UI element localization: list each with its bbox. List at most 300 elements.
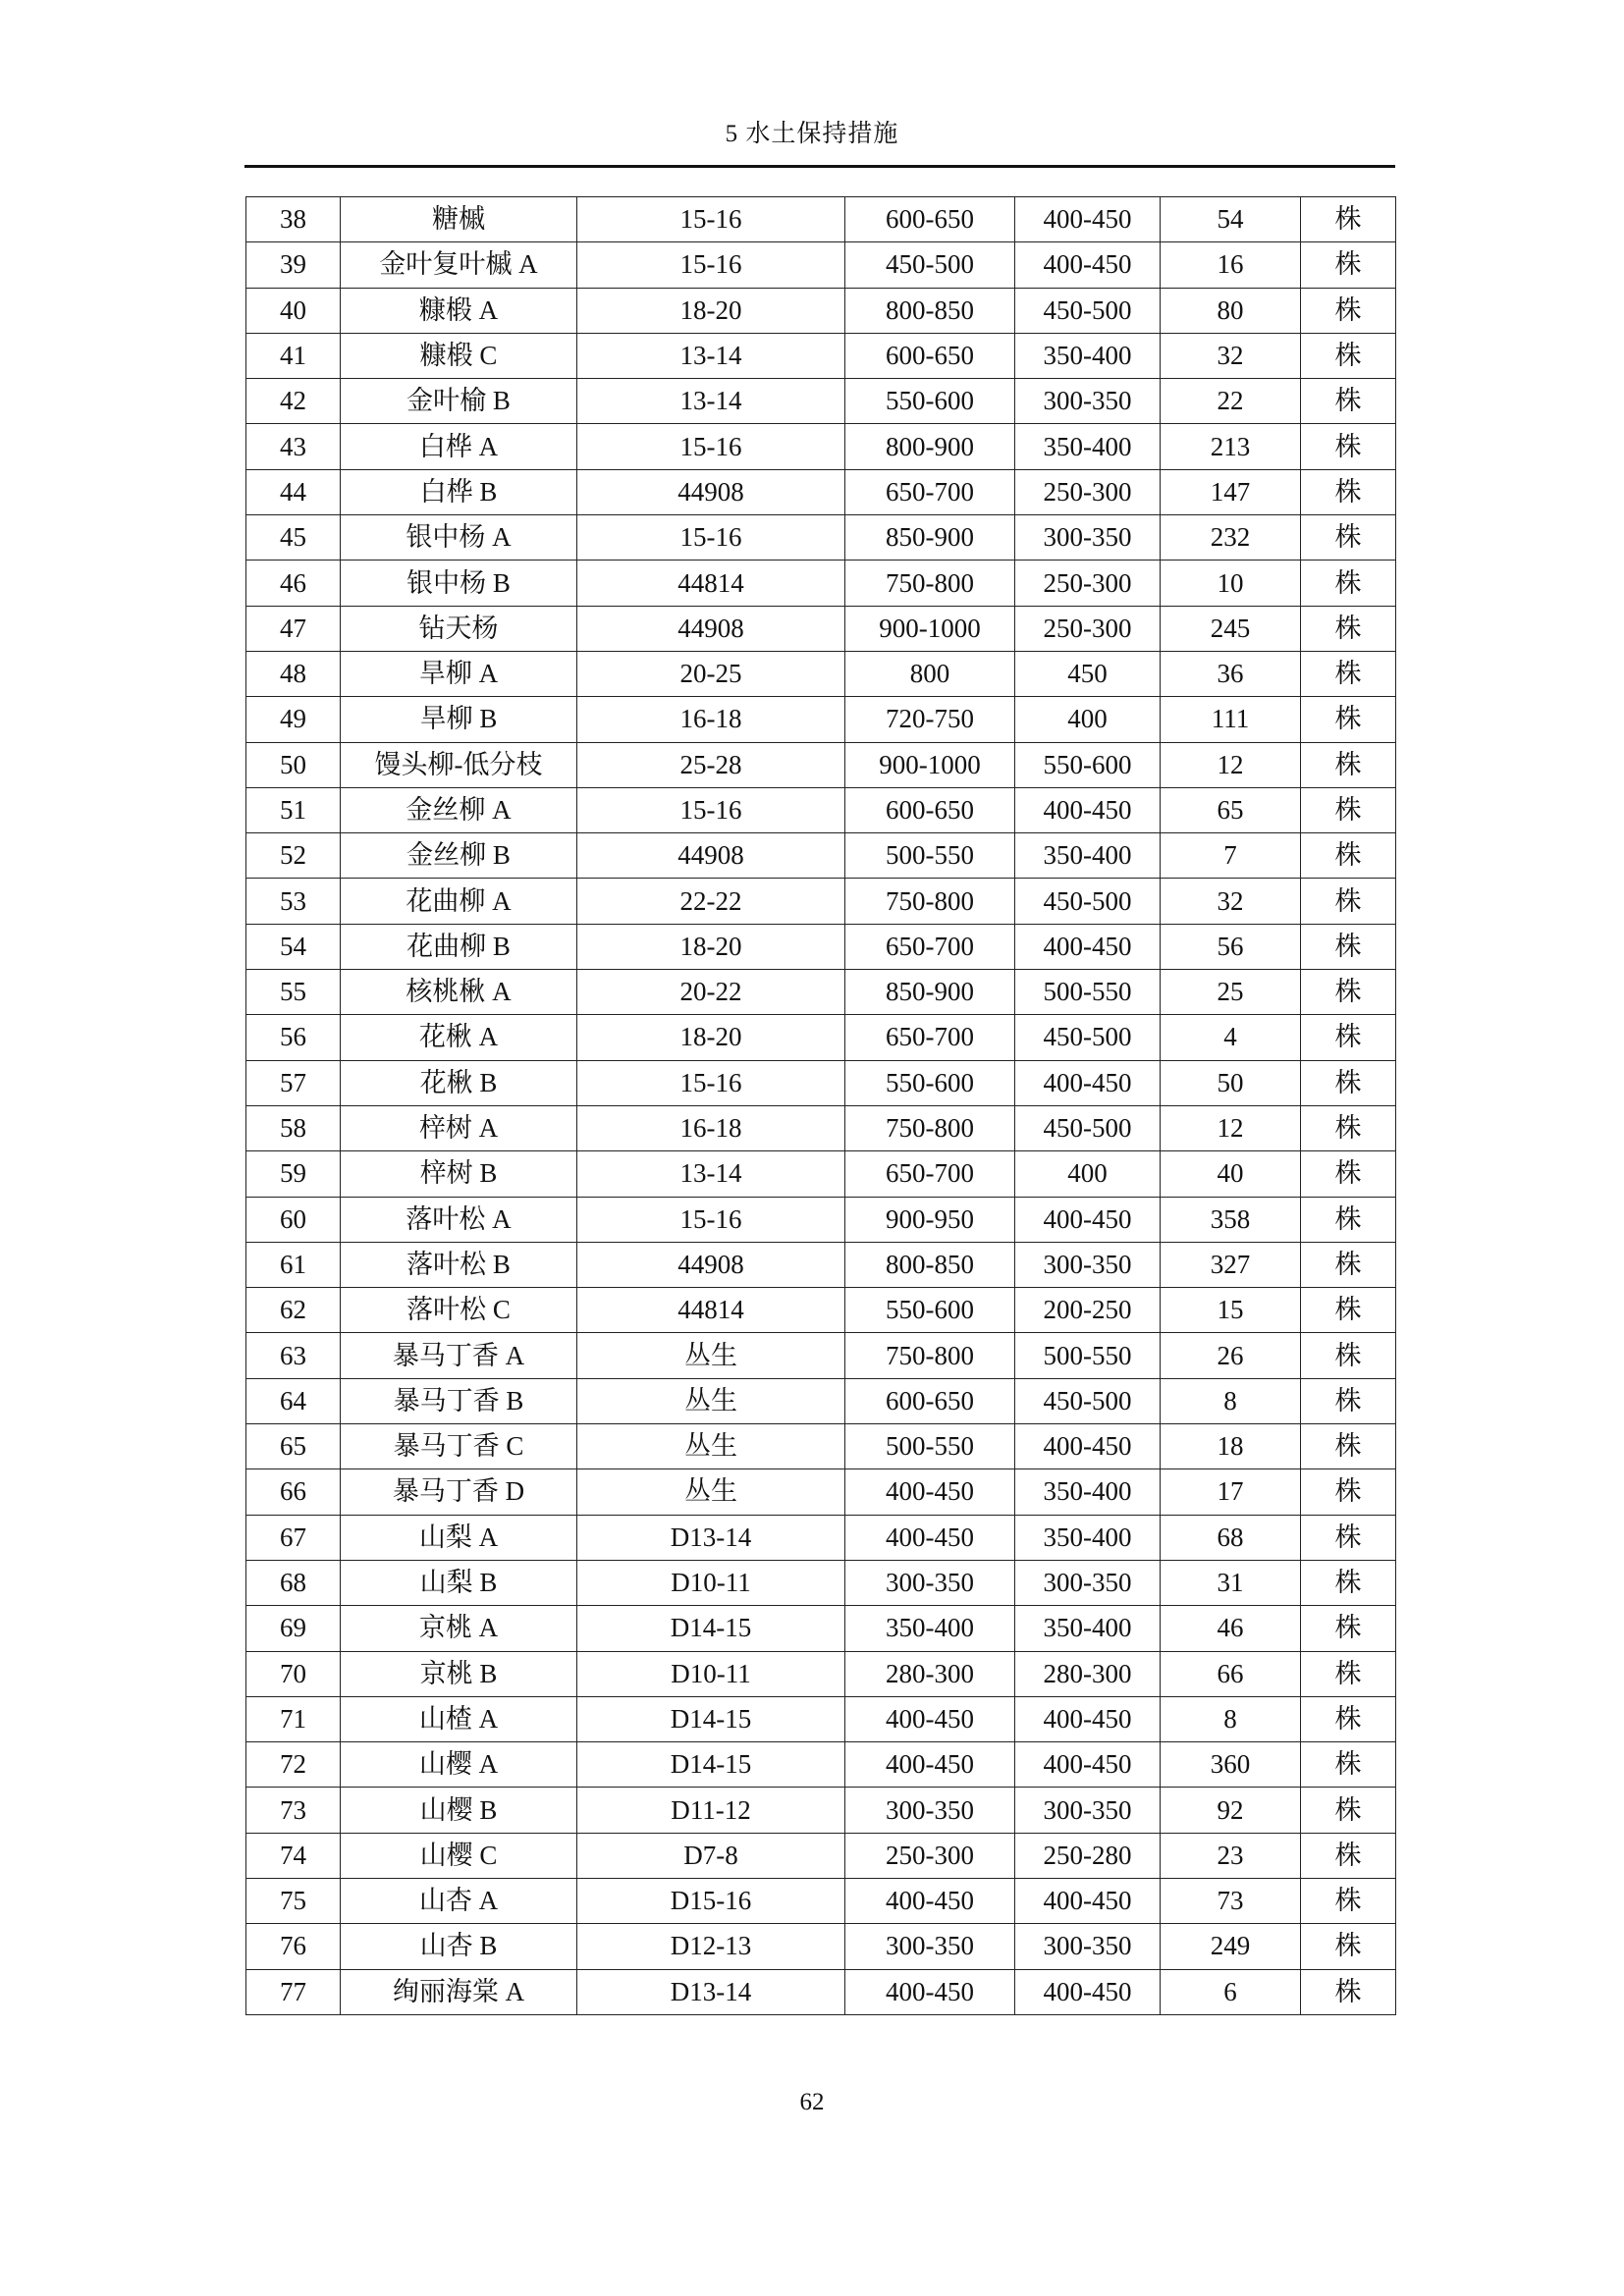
cell-crown-width: 300-350: [1015, 515, 1161, 561]
cell-quantity: 32: [1161, 333, 1301, 378]
cell-quantity: 360: [1161, 1742, 1301, 1788]
cell-quantity: 68: [1161, 1515, 1301, 1560]
cell-height: 280-300: [845, 1651, 1015, 1696]
cell-crown-width: 300-350: [1015, 1788, 1161, 1833]
cell-quantity: 80: [1161, 288, 1301, 333]
cell-quantity: 32: [1161, 879, 1301, 924]
cell-unit: 株: [1301, 1288, 1396, 1333]
cell-unit: 株: [1301, 288, 1396, 333]
cell-unit: 株: [1301, 787, 1396, 832]
cell-row-index: 40: [246, 288, 341, 333]
cell-spec: 15-16: [577, 424, 845, 469]
cell-crown-width: 280-300: [1015, 1651, 1161, 1696]
table-row: [246, 833, 1396, 879]
cell-row-index: 46: [246, 561, 341, 606]
cell-plant-name: 暴马丁香 B: [341, 1378, 577, 1423]
cell-plant-name: 花曲柳 A: [341, 879, 577, 924]
table-row: [246, 1242, 1396, 1287]
cell-crown-width: 400-450: [1015, 197, 1161, 242]
cell-unit: 株: [1301, 1151, 1396, 1197]
table-row: [246, 1333, 1396, 1378]
cell-height: 750-800: [845, 1105, 1015, 1150]
cell-height: 600-650: [845, 333, 1015, 378]
table-row: [246, 242, 1396, 288]
table-row: [246, 469, 1396, 514]
cell-spec: 13-14: [577, 1151, 845, 1197]
cell-quantity: 50: [1161, 1060, 1301, 1105]
cell-plant-name: 糖槭: [341, 197, 577, 242]
cell-row-index: 74: [246, 1833, 341, 1878]
table-row: [246, 924, 1396, 969]
table-row: [246, 879, 1396, 924]
cell-unit: 株: [1301, 1924, 1396, 1969]
table-row: [246, 515, 1396, 561]
cell-plant-name: 山樱 A: [341, 1742, 577, 1788]
table-row: [246, 1651, 1396, 1696]
cell-plant-name: 银中杨 B: [341, 561, 577, 606]
cell-crown-width: 350-400: [1015, 424, 1161, 469]
cell-row-index: 59: [246, 1151, 341, 1197]
cell-spec: 44908: [577, 469, 845, 514]
cell-crown-width: 400-450: [1015, 1878, 1161, 1923]
cell-height: 900-1000: [845, 606, 1015, 651]
cell-plant-name: 梓树 B: [341, 1151, 577, 1197]
cell-unit: 株: [1301, 1833, 1396, 1878]
cell-unit: 株: [1301, 469, 1396, 514]
cell-plant-name: 钻天杨: [341, 606, 577, 651]
cell-unit: 株: [1301, 1560, 1396, 1605]
cell-crown-width: 400-450: [1015, 242, 1161, 288]
cell-unit: 株: [1301, 924, 1396, 969]
table-row: [246, 333, 1396, 378]
cell-plant-name: 山樱 C: [341, 1833, 577, 1878]
cell-plant-name: 白桦 A: [341, 424, 577, 469]
cell-crown-width: 350-400: [1015, 333, 1161, 378]
cell-height: 850-900: [845, 515, 1015, 561]
cell-quantity: 56: [1161, 924, 1301, 969]
cell-row-index: 57: [246, 1060, 341, 1105]
cell-quantity: 22: [1161, 379, 1301, 424]
cell-plant-name: 京桃 A: [341, 1606, 577, 1651]
table-row: [246, 561, 1396, 606]
table-row: [246, 1015, 1396, 1060]
cell-height: 550-600: [845, 1060, 1015, 1105]
cell-plant-name: 山杏 A: [341, 1878, 577, 1923]
cell-row-index: 41: [246, 333, 341, 378]
cell-quantity: 6: [1161, 1969, 1301, 2014]
cell-row-index: 72: [246, 1742, 341, 1788]
cell-unit: 株: [1301, 1696, 1396, 1741]
cell-spec: 13-14: [577, 379, 845, 424]
table-row: [246, 288, 1396, 333]
cell-plant-name: 花曲柳 B: [341, 924, 577, 969]
cell-row-index: 51: [246, 787, 341, 832]
cell-quantity: 213: [1161, 424, 1301, 469]
cell-quantity: 111: [1161, 697, 1301, 742]
cell-crown-width: 350-400: [1015, 1515, 1161, 1560]
cell-row-index: 60: [246, 1197, 341, 1242]
cell-row-index: 53: [246, 879, 341, 924]
cell-crown-width: 250-280: [1015, 1833, 1161, 1878]
cell-plant-name: 金叶复叶槭 A: [341, 242, 577, 288]
cell-row-index: 42: [246, 379, 341, 424]
table-row: [246, 197, 1396, 242]
cell-spec: 15-16: [577, 787, 845, 832]
table-row: [246, 970, 1396, 1015]
cell-spec: 丛生: [577, 1424, 845, 1469]
cell-spec: D13-14: [577, 1969, 845, 2014]
table-row: [246, 1788, 1396, 1833]
cell-row-index: 50: [246, 742, 341, 787]
cell-plant-name: 梓树 A: [341, 1105, 577, 1150]
cell-spec: D11-12: [577, 1788, 845, 1833]
cell-unit: 株: [1301, 1333, 1396, 1378]
cell-unit: 株: [1301, 697, 1396, 742]
table-row: [246, 1105, 1396, 1150]
cell-row-index: 55: [246, 970, 341, 1015]
cell-unit: 株: [1301, 379, 1396, 424]
cell-quantity: 92: [1161, 1788, 1301, 1833]
cell-row-index: 58: [246, 1105, 341, 1150]
plant-table: [245, 196, 1396, 2015]
cell-plant-name: 京桃 B: [341, 1651, 577, 1696]
cell-quantity: 358: [1161, 1197, 1301, 1242]
cell-plant-name: 山梨 A: [341, 1515, 577, 1560]
cell-plant-name: 暴马丁香 A: [341, 1333, 577, 1378]
cell-crown-width: 500-550: [1015, 970, 1161, 1015]
table-row: [246, 1606, 1396, 1651]
cell-plant-name: 白桦 B: [341, 469, 577, 514]
cell-height: 550-600: [845, 379, 1015, 424]
cell-quantity: 17: [1161, 1469, 1301, 1515]
cell-quantity: 4: [1161, 1015, 1301, 1060]
cell-height: 650-700: [845, 469, 1015, 514]
cell-plant-name: 暴马丁香 C: [341, 1424, 577, 1469]
cell-quantity: 147: [1161, 469, 1301, 514]
cell-quantity: 25: [1161, 970, 1301, 1015]
cell-spec: D10-11: [577, 1560, 845, 1605]
cell-unit: 株: [1301, 561, 1396, 606]
cell-height: 400-450: [845, 1969, 1015, 2014]
cell-unit: 株: [1301, 333, 1396, 378]
table-row: [246, 1469, 1396, 1515]
cell-spec: 18-20: [577, 924, 845, 969]
cell-crown-width: 400-450: [1015, 1197, 1161, 1242]
cell-height: 720-750: [845, 697, 1015, 742]
cell-plant-name: 山楂 A: [341, 1696, 577, 1741]
cell-spec: 44908: [577, 1242, 845, 1287]
cell-spec: 44814: [577, 1288, 845, 1333]
cell-plant-name: 暴马丁香 D: [341, 1469, 577, 1515]
cell-crown-width: 400-450: [1015, 1969, 1161, 2014]
cell-height: 400-450: [845, 1469, 1015, 1515]
cell-row-index: 62: [246, 1288, 341, 1333]
cell-unit: 株: [1301, 1651, 1396, 1696]
cell-quantity: 10: [1161, 561, 1301, 606]
cell-height: 400-450: [845, 1878, 1015, 1923]
cell-spec: 15-16: [577, 1060, 845, 1105]
cell-height: 250-300: [845, 1833, 1015, 1878]
cell-row-index: 44: [246, 469, 341, 514]
cell-spec: 44814: [577, 561, 845, 606]
cell-spec: 13-14: [577, 333, 845, 378]
cell-plant-name: 金叶榆 B: [341, 379, 577, 424]
page-number: 62: [799, 2089, 825, 2115]
cell-crown-width: 400-450: [1015, 1742, 1161, 1788]
cell-crown-width: 450-500: [1015, 879, 1161, 924]
cell-height: 550-600: [845, 1288, 1015, 1333]
cell-quantity: 40: [1161, 1151, 1301, 1197]
cell-row-index: 64: [246, 1378, 341, 1423]
cell-plant-name: 银中杨 A: [341, 515, 577, 561]
table-row: [246, 1060, 1396, 1105]
cell-height: 300-350: [845, 1560, 1015, 1605]
cell-crown-width: 400-450: [1015, 1424, 1161, 1469]
cell-crown-width: 450-500: [1015, 1015, 1161, 1060]
cell-crown-width: 400: [1015, 697, 1161, 742]
cell-quantity: 31: [1161, 1560, 1301, 1605]
cell-crown-width: 250-300: [1015, 469, 1161, 514]
cell-quantity: 12: [1161, 1105, 1301, 1150]
cell-quantity: 249: [1161, 1924, 1301, 1969]
cell-spec: D13-14: [577, 1515, 845, 1560]
cell-row-index: 54: [246, 924, 341, 969]
cell-height: 600-650: [845, 197, 1015, 242]
cell-spec: 15-16: [577, 197, 845, 242]
table-row: [246, 606, 1396, 651]
cell-plant-name: 馒头柳-低分枝: [341, 742, 577, 787]
cell-plant-name: 旱柳 B: [341, 697, 577, 742]
cell-spec: D15-16: [577, 1878, 845, 1923]
cell-quantity: 8: [1161, 1696, 1301, 1741]
cell-spec: D7-8: [577, 1833, 845, 1878]
table-row: [246, 1424, 1396, 1469]
cell-height: 800-900: [845, 424, 1015, 469]
cell-unit: 株: [1301, 1606, 1396, 1651]
cell-unit: 株: [1301, 1788, 1396, 1833]
cell-spec: 16-18: [577, 697, 845, 742]
cell-quantity: 26: [1161, 1333, 1301, 1378]
table-row: [246, 651, 1396, 696]
cell-crown-width: 400-450: [1015, 1696, 1161, 1741]
table-row: [246, 787, 1396, 832]
cell-unit: 株: [1301, 1242, 1396, 1287]
table-row: [246, 1560, 1396, 1605]
cell-row-index: 47: [246, 606, 341, 651]
cell-crown-width: 300-350: [1015, 1924, 1161, 1969]
cell-unit: 株: [1301, 515, 1396, 561]
cell-spec: 15-16: [577, 242, 845, 288]
cell-crown-width: 250-300: [1015, 606, 1161, 651]
cell-row-index: 69: [246, 1606, 341, 1651]
cell-spec: 18-20: [577, 1015, 845, 1060]
cell-plant-name: 落叶松 A: [341, 1197, 577, 1242]
header-rule: [244, 165, 1395, 168]
cell-height: 850-900: [845, 970, 1015, 1015]
cell-height: 800: [845, 651, 1015, 696]
cell-spec: 20-22: [577, 970, 845, 1015]
table-row: [246, 1924, 1396, 1969]
cell-crown-width: 350-400: [1015, 1469, 1161, 1515]
cell-height: 400-450: [845, 1515, 1015, 1560]
cell-crown-width: 550-600: [1015, 742, 1161, 787]
cell-spec: 16-18: [577, 1105, 845, 1150]
cell-row-index: 75: [246, 1878, 341, 1923]
cell-spec: D12-13: [577, 1924, 845, 1969]
cell-unit: 株: [1301, 1105, 1396, 1150]
cell-row-index: 67: [246, 1515, 341, 1560]
cell-height: 300-350: [845, 1788, 1015, 1833]
cell-row-index: 49: [246, 697, 341, 742]
table-row: [246, 1696, 1396, 1741]
cell-height: 800-850: [845, 288, 1015, 333]
cell-quantity: 73: [1161, 1878, 1301, 1923]
cell-spec: 18-20: [577, 288, 845, 333]
cell-unit: 株: [1301, 1969, 1396, 2014]
cell-height: 750-800: [845, 561, 1015, 606]
cell-unit: 株: [1301, 242, 1396, 288]
cell-quantity: 15: [1161, 1288, 1301, 1333]
cell-row-index: 70: [246, 1651, 341, 1696]
cell-height: 600-650: [845, 787, 1015, 832]
cell-row-index: 61: [246, 1242, 341, 1287]
cell-row-index: 39: [246, 242, 341, 288]
cell-unit: 株: [1301, 742, 1396, 787]
cell-crown-width: 450-500: [1015, 1378, 1161, 1423]
cell-plant-name: 糠椴 A: [341, 288, 577, 333]
cell-plant-name: 金丝柳 A: [341, 787, 577, 832]
cell-crown-width: 400-450: [1015, 787, 1161, 832]
cell-height: 350-400: [845, 1606, 1015, 1651]
cell-crown-width: 350-400: [1015, 833, 1161, 879]
table-row: [246, 1833, 1396, 1878]
cell-unit: 株: [1301, 1060, 1396, 1105]
cell-spec: 丛生: [577, 1333, 845, 1378]
cell-spec: D14-15: [577, 1696, 845, 1741]
cell-crown-width: 300-350: [1015, 379, 1161, 424]
cell-quantity: 46: [1161, 1606, 1301, 1651]
cell-plant-name: 旱柳 A: [341, 651, 577, 696]
cell-row-index: 38: [246, 197, 341, 242]
table-row: [246, 697, 1396, 742]
cell-plant-name: 绚丽海棠 A: [341, 1969, 577, 2014]
table-row: [246, 1878, 1396, 1923]
cell-unit: 株: [1301, 1378, 1396, 1423]
cell-height: 500-550: [845, 833, 1015, 879]
cell-height: 650-700: [845, 924, 1015, 969]
cell-unit: 株: [1301, 606, 1396, 651]
cell-spec: 25-28: [577, 742, 845, 787]
cell-row-index: 63: [246, 1333, 341, 1378]
cell-height: 800-850: [845, 1242, 1015, 1287]
cell-row-index: 43: [246, 424, 341, 469]
cell-unit: 株: [1301, 879, 1396, 924]
cell-row-index: 45: [246, 515, 341, 561]
table-row: [246, 742, 1396, 787]
cell-height: 400-450: [845, 1742, 1015, 1788]
cell-crown-width: 250-300: [1015, 561, 1161, 606]
cell-plant-name: 山杏 B: [341, 1924, 577, 1969]
cell-unit: 株: [1301, 197, 1396, 242]
cell-quantity: 18: [1161, 1424, 1301, 1469]
cell-height: 650-700: [845, 1015, 1015, 1060]
table-row: [246, 1742, 1396, 1788]
cell-crown-width: 350-400: [1015, 1606, 1161, 1651]
cell-quantity: 65: [1161, 787, 1301, 832]
table-row: [246, 1197, 1396, 1242]
cell-quantity: 16: [1161, 242, 1301, 288]
cell-quantity: 36: [1161, 651, 1301, 696]
cell-height: 900-1000: [845, 742, 1015, 787]
cell-quantity: 23: [1161, 1833, 1301, 1878]
cell-crown-width: 300-350: [1015, 1560, 1161, 1605]
cell-crown-width: 400-450: [1015, 924, 1161, 969]
cell-spec: 丛生: [577, 1378, 845, 1423]
cell-unit: 株: [1301, 833, 1396, 879]
table-row: [246, 1288, 1396, 1333]
cell-plant-name: 落叶松 B: [341, 1242, 577, 1287]
cell-quantity: 8: [1161, 1378, 1301, 1423]
cell-unit: 株: [1301, 1197, 1396, 1242]
cell-quantity: 7: [1161, 833, 1301, 879]
cell-quantity: 245: [1161, 606, 1301, 651]
cell-unit: 株: [1301, 970, 1396, 1015]
cell-plant-name: 糠椴 C: [341, 333, 577, 378]
cell-unit: 株: [1301, 424, 1396, 469]
table-row: [246, 1969, 1396, 2014]
cell-quantity: 66: [1161, 1651, 1301, 1696]
cell-spec: 15-16: [577, 1197, 845, 1242]
cell-plant-name: 花楸 B: [341, 1060, 577, 1105]
cell-plant-name: 核桃楸 A: [341, 970, 577, 1015]
cell-plant-name: 花楸 A: [341, 1015, 577, 1060]
cell-crown-width: 450-500: [1015, 1105, 1161, 1150]
cell-unit: 株: [1301, 1878, 1396, 1923]
cell-row-index: 73: [246, 1788, 341, 1833]
cell-crown-width: 400: [1015, 1151, 1161, 1197]
cell-unit: 株: [1301, 1742, 1396, 1788]
cell-height: 450-500: [845, 242, 1015, 288]
cell-row-index: 76: [246, 1924, 341, 1969]
cell-row-index: 66: [246, 1469, 341, 1515]
cell-crown-width: 200-250: [1015, 1288, 1161, 1333]
cell-crown-width: 400-450: [1015, 1060, 1161, 1105]
cell-unit: 株: [1301, 651, 1396, 696]
cell-unit: 株: [1301, 1015, 1396, 1060]
cell-unit: 株: [1301, 1515, 1396, 1560]
cell-unit: 株: [1301, 1469, 1396, 1515]
cell-height: 650-700: [845, 1151, 1015, 1197]
cell-height: 400-450: [845, 1696, 1015, 1741]
cell-height: 900-950: [845, 1197, 1015, 1242]
table-row: [246, 379, 1396, 424]
table-row: [246, 1378, 1396, 1423]
cell-plant-name: 落叶松 C: [341, 1288, 577, 1333]
cell-crown-width: 300-350: [1015, 1242, 1161, 1287]
cell-row-index: 77: [246, 1969, 341, 2014]
cell-row-index: 56: [246, 1015, 341, 1060]
cell-quantity: 54: [1161, 197, 1301, 242]
cell-row-index: 48: [246, 651, 341, 696]
cell-spec: 22-22: [577, 879, 845, 924]
cell-plant-name: 金丝柳 B: [341, 833, 577, 879]
cell-height: 600-650: [845, 1378, 1015, 1423]
cell-crown-width: 500-550: [1015, 1333, 1161, 1378]
table-row: [246, 1515, 1396, 1560]
cell-plant-name: 山梨 B: [341, 1560, 577, 1605]
cell-plant-name: 山樱 B: [341, 1788, 577, 1833]
cell-height: 300-350: [845, 1924, 1015, 1969]
